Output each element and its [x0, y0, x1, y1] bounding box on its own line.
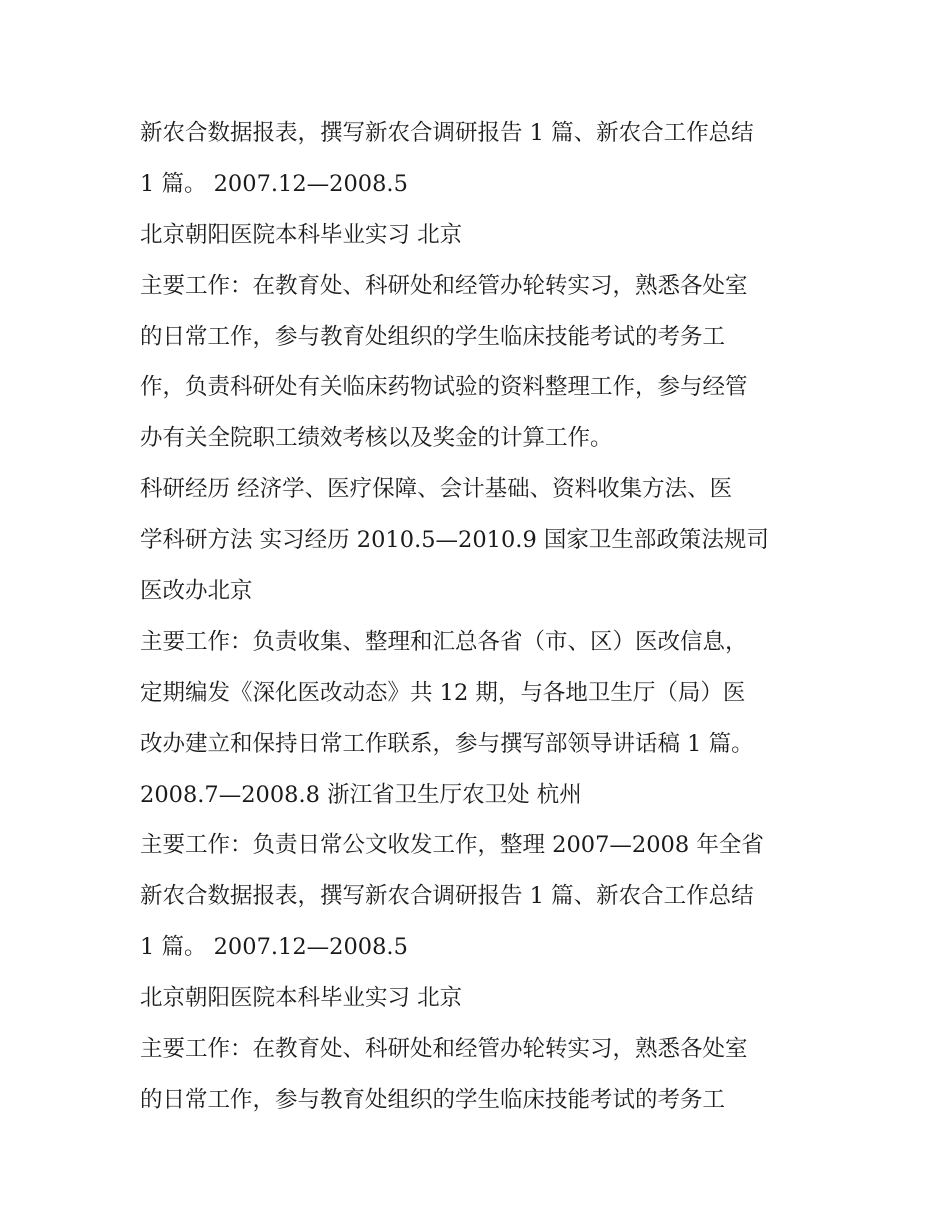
text-line: 1 篇。 2007.12—2008.5: [140, 170, 408, 197]
text-line: 医改办北京: [140, 578, 253, 605]
text-line: 主要工作：在教育处、科研处和经管办轮转实习，熟悉各处室: [140, 272, 748, 299]
text-line: 办有关全院职工绩效考核以及奖金的计算工作。: [140, 425, 613, 452]
text-line: 1 篇。 2007.12—2008.5: [140, 934, 408, 961]
text-line: 新农合数据报表，撰写新农合调研报告 1 篇、新农合工作总结: [140, 883, 754, 910]
text-line: 科研经历 经济学、医疗保障、会计基础、资料收集方法、医: [140, 476, 733, 503]
text-line: 的日常工作，参与教育处组织的学生临床技能考试的考务工: [140, 323, 726, 350]
text-line: 作，负责科研处有关临床药物试验的资料整理工作，参与经管: [140, 374, 748, 401]
document-body: [140, 108, 830, 1126]
text-line: 定期编发《深化医改动态》共 12 期，与各地卫生厅（局）医: [140, 679, 746, 706]
text-line: 的日常工作，参与教育处组织的学生临床技能考试的考务工: [140, 1086, 726, 1113]
text-line: 北京朝阳医院本科毕业实习 北京: [140, 221, 463, 248]
text-line: 2008.7—2008.8 浙江省卫生厅农卫处 杭州: [140, 781, 582, 808]
text-line: 主要工作：在教育处、科研处和经管办轮转实习，熟悉各处室: [140, 1036, 748, 1063]
text-line: 主要工作：负责日常公文收发工作，整理 2007—2008 年全省: [140, 832, 764, 859]
text-line: 新农合数据报表，撰写新农合调研报告 1 篇、新农合工作总结: [140, 120, 754, 146]
text-line: 改办建立和保持日常工作联系，参与撰写部领导讲话稿 1 篇。: [140, 730, 754, 757]
text-line: 学科研方法 实习经历 2010.5—2010.9 国家卫生部政策法规司: [140, 527, 769, 554]
text-line: 主要工作：负责收集、整理和汇总各省（市、区）医改信息，: [140, 628, 748, 655]
text-line: 北京朝阳医院本科毕业实习 北京: [140, 985, 463, 1012]
